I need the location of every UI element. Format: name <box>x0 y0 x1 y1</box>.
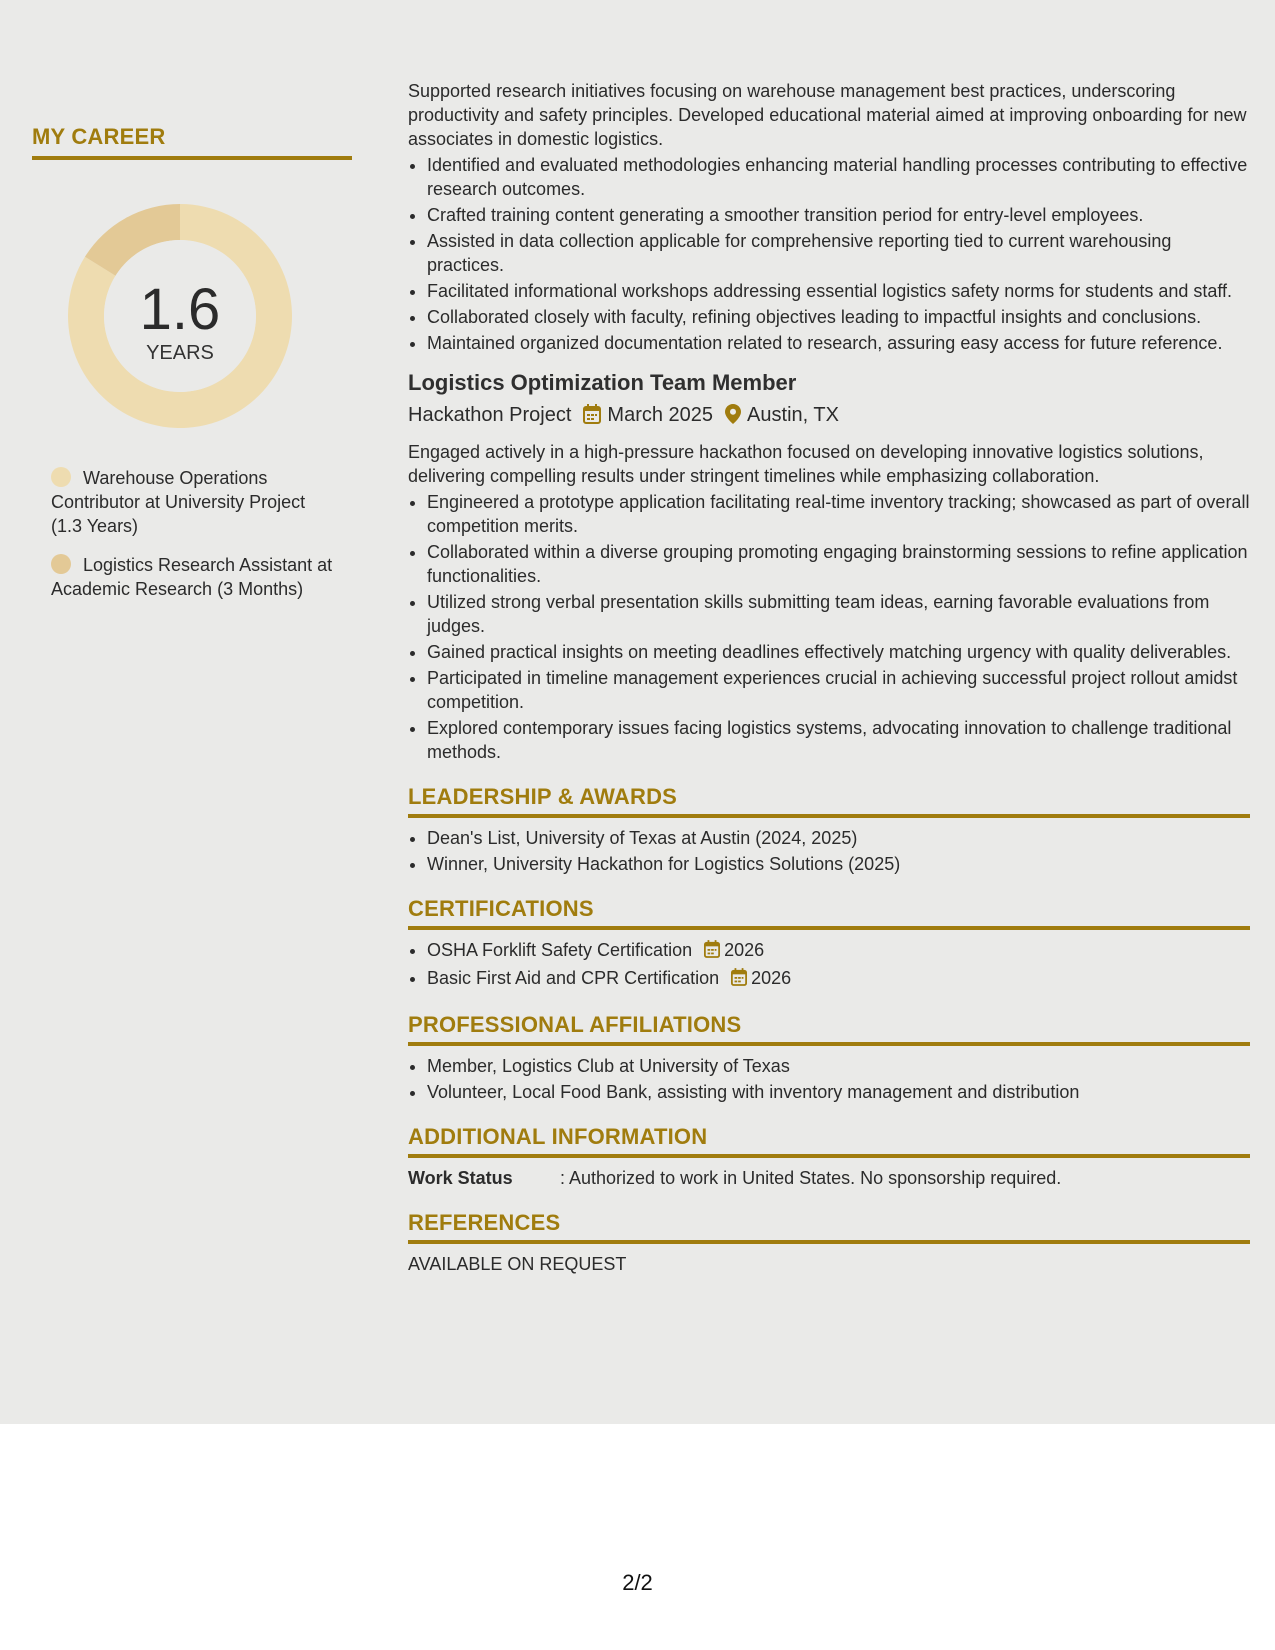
job-bullet-list <box>408 490 1250 764</box>
list-item: • Collaborated within a diverse grouping promoting engaging brainstorming sessions to refine application functionalities. <box>427 540 1250 588</box>
calendar-icon <box>583 404 601 432</box>
list-item: • Volunteer, Local Food Bank, assisting with inventory management and distribution <box>427 1080 1250 1104</box>
legend-dot <box>51 467 71 487</box>
list-item: • Gained practical insights on meeting deadlines effectively matching urgency with quality deliverables. <box>427 640 1250 664</box>
legend-label: Warehouse Operations Contributor at University Project (1.3 Years) <box>51 468 306 536</box>
certifications-section <box>408 896 1250 992</box>
legend-item <box>51 466 341 538</box>
calendar-icon <box>731 968 747 992</box>
certification-name: OSHA Forklift Safety Certification <box>427 940 693 960</box>
calendar-icon <box>704 940 720 964</box>
list-item: • Maintained organized documentation related to research, assuring easy access for future reference. <box>427 331 1250 355</box>
list-item: • Engineered a prototype application facilitating real-time inventory tracking; showcased as part of overall competition merits. <box>427 490 1250 538</box>
career-legend <box>51 466 341 601</box>
total-years-value: 1.6 <box>139 277 221 342</box>
work-status-row <box>408 1166 1250 1190</box>
list-item: • Winner, University Hackathon for Logistics Solutions (2025) <box>427 852 1250 876</box>
leadership-title: LEADERSHIP & AWARDS <box>408 784 1250 818</box>
certifications-list <box>408 938 1250 992</box>
list-item: • Collaborated closely with faculty, refining objectives leading to impactful insights and conclusions. <box>427 305 1250 329</box>
page-number: 2/2 <box>622 1570 653 1595</box>
references-text: AVAILABLE ON REQUEST <box>408 1254 627 1274</box>
job-location: Austin, TX <box>747 404 839 426</box>
job-organization: Hackathon Project <box>408 404 572 426</box>
affiliations-section <box>408 1012 1250 1104</box>
total-years-unit: YEARS <box>146 342 214 364</box>
job-title: Logistics Optimization Team Member <box>408 370 797 395</box>
list-item: • Utilized strong verbal presentation skills submitting team ideas, earning favorable evaluations from judges. <box>427 590 1250 638</box>
leadership-list <box>408 826 1250 876</box>
certification-year: 2026 <box>751 968 792 988</box>
donut-center-label <box>67 203 293 429</box>
list-item: • Member, Logistics Club at University of Texas <box>427 1054 1250 1078</box>
certifications-title: CERTIFICATIONS <box>408 896 1250 930</box>
legend-dot <box>51 554 71 574</box>
list-item: • Crafted training content generating a smoother transition period for entry-level employees. <box>427 203 1250 227</box>
list-item <box>427 966 1250 992</box>
location-pin-icon <box>725 404 741 432</box>
career-sidebar <box>32 124 352 616</box>
list-item: • Explored contemporary issues facing logistics systems, advocating innovation to challenge traditional methods. <box>427 716 1250 764</box>
references-section <box>408 1210 1250 1276</box>
list-item: • Participated in timeline management experiences crucial in achieving successful project rollout amidst competition. <box>427 666 1250 714</box>
legend-item <box>51 553 341 601</box>
job-summary: Engaged actively in a high-pressure hackathon focused on developing innovative logistics solutions, delivering compelling results under stringent timelines while emphasizing collaboration. <box>408 442 1204 486</box>
research-summary: Supported research initiatives focusing on warehouse management best practices, underscoring productivity and safety principles. Developed educational material aimed at improving onboarding for new associates in domestic logistics. <box>408 81 1247 149</box>
references-title: REFERENCES <box>408 1210 1250 1244</box>
legend-label: Logistics Research Assistant at Academic Research (3 Months) <box>51 555 333 599</box>
leadership-section <box>408 784 1250 876</box>
list-item: • Dean's List, University of Texas at Austin (2024, 2025) <box>427 826 1250 850</box>
list-item: • Assisted in data collection applicable for comprehensive reporting tied to current warehousing practices. <box>427 229 1250 277</box>
job-date: March 2025 <box>607 404 714 426</box>
career-donut-chart <box>67 203 293 429</box>
work-status-value: : Authorized to work in United States. No sponsorship required. <box>560 1168 1062 1188</box>
career-section-title: MY CAREER <box>32 124 352 160</box>
job-meta <box>408 401 1250 432</box>
additional-info-title: ADDITIONAL INFORMATION <box>408 1124 1250 1158</box>
list-item: • Facilitated informational workshops addressing essential logistics safety norms for students and staff. <box>427 279 1250 303</box>
work-status-label: Work Status <box>408 1168 513 1188</box>
main-content <box>408 79 1250 1276</box>
certification-year: 2026 <box>724 940 765 960</box>
additional-info-section <box>408 1124 1250 1190</box>
list-item: • Identified and evaluated methodologies enhancing material handling processes contributing to effective research outcomes. <box>427 153 1250 201</box>
affiliations-list <box>408 1054 1250 1104</box>
list-item <box>427 938 1250 964</box>
certification-name: Basic First Aid and CPR Certification <box>427 968 720 988</box>
affiliations-title: PROFESSIONAL AFFILIATIONS <box>408 1012 1250 1046</box>
research-bullet-list <box>408 153 1250 355</box>
